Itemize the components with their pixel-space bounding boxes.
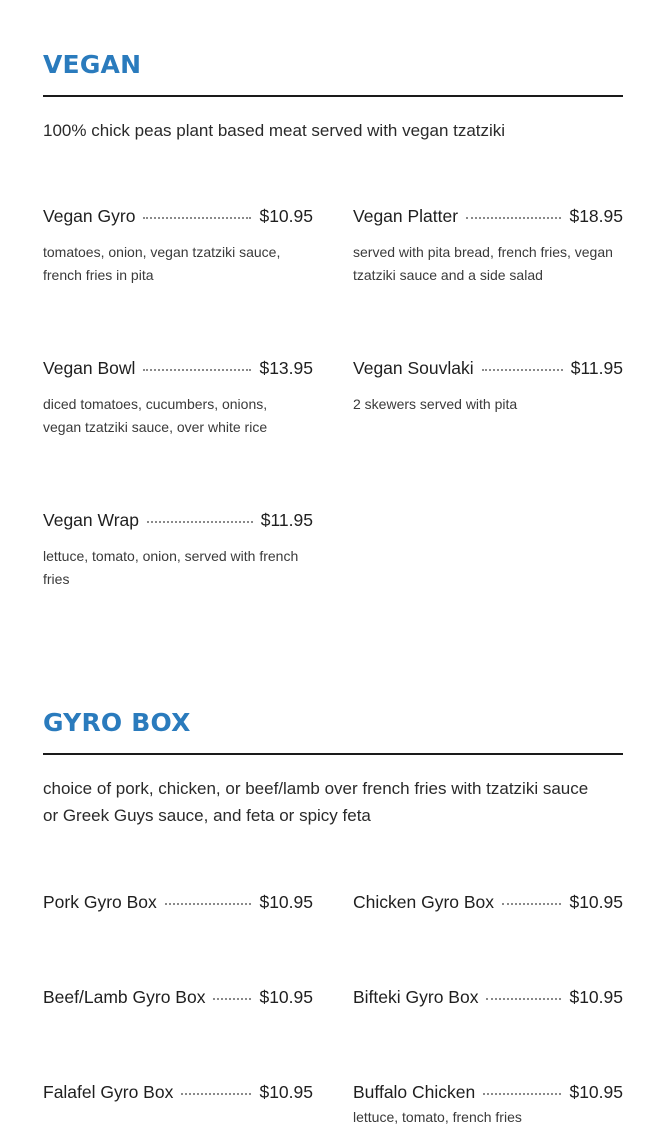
- menu-item-description: tomatoes, onion, vegan tzatziki sauce, french fries in pita: [43, 244, 281, 283]
- dot-leader: [181, 1093, 251, 1095]
- menu-item-row: [353, 985, 623, 1009]
- menu-item-description: diced tomatoes, cucumbers, onions, vegan tzatziki sauce, over white rice: [43, 396, 268, 435]
- menu-item-price: $10.95: [259, 1082, 313, 1102]
- menu-item-price: $10.95: [569, 1082, 623, 1102]
- menu-item: [43, 1080, 313, 1104]
- menu-item-name: Vegan Gyro: [43, 206, 136, 226]
- section-description: choice of pork, chicken, or beef/lamb over french fries with tzatziki sauce or Greek Guys sauce, and feta or spicy feta: [43, 779, 589, 825]
- menu-item: [43, 508, 313, 591]
- menu-item-row: [353, 204, 623, 228]
- dot-leader: [486, 998, 561, 1000]
- menu-item-price: $10.95: [259, 987, 313, 1007]
- menu-item-price: $10.95: [569, 987, 623, 1007]
- menu-item: [43, 985, 313, 1009]
- dot-leader: [466, 217, 561, 219]
- menu-item-row: [353, 1080, 623, 1104]
- section-description: 100% chick peas plant based meat served with vegan tzatziki: [43, 121, 506, 140]
- menu-item: [43, 204, 313, 287]
- menu-item-row: [353, 356, 623, 380]
- menu-item-price: $10.95: [259, 206, 313, 226]
- menu-item: [353, 985, 623, 1009]
- menu-item-name: Chicken Gyro Box: [353, 892, 495, 912]
- menu-item-price: $11.95: [260, 510, 313, 530]
- menu-item-name: Pork Gyro Box: [43, 892, 157, 912]
- section-title: VEGAN: [43, 50, 142, 79]
- menu-item: [43, 356, 313, 439]
- dot-leader: [213, 998, 251, 1000]
- dot-leader: [143, 369, 251, 371]
- menu-item-row: [43, 890, 313, 914]
- dot-leader: [483, 1093, 561, 1095]
- menu-item-price: $13.95: [259, 358, 313, 378]
- menu-item-row: [43, 508, 313, 532]
- dot-leader: [147, 521, 253, 523]
- menu-item-name: Falafel Gyro Box: [43, 1082, 174, 1102]
- section-divider: [43, 753, 623, 755]
- menu-item-row: [43, 204, 313, 228]
- menu-item-name: Vegan Platter: [353, 206, 459, 226]
- dot-leader: [482, 369, 563, 371]
- menu-item-name: Beef/Lamb Gyro Box: [43, 987, 206, 1007]
- menu-item-price: $18.95: [569, 206, 623, 226]
- menu-item: [43, 890, 313, 914]
- menu-item-name: Buffalo Chicken: [353, 1082, 476, 1102]
- dot-leader: [165, 903, 252, 905]
- menu-item-name: Bifteki Gyro Box: [353, 987, 479, 1007]
- menu-item-row: [353, 890, 623, 914]
- section-gyro-box: [43, 708, 623, 829]
- menu-item-description: lettuce, tomato, onion, served with french fries: [43, 548, 299, 587]
- menu-item: [353, 356, 623, 416]
- menu-item-description: 2 skewers served with pita: [353, 396, 518, 412]
- menu-item-price: $10.95: [259, 892, 313, 912]
- menu-item-row: [43, 1080, 313, 1104]
- menu-item: [353, 204, 623, 287]
- menu-item-name: Vegan Bowl: [43, 358, 136, 378]
- menu-item-name: Vegan Wrap: [43, 510, 139, 530]
- dot-leader: [143, 217, 251, 219]
- menu-item: [353, 890, 623, 914]
- dot-leader: [502, 903, 561, 905]
- menu-item-row: [43, 356, 313, 380]
- section-vegan: [43, 50, 623, 144]
- menu-item-row: [43, 985, 313, 1009]
- menu-item-description: served with pita bread, french fries, vegan tzatziki sauce and a side salad: [353, 244, 613, 283]
- menu-item: [353, 1080, 623, 1129]
- menu-item-price: $10.95: [569, 892, 623, 912]
- section-divider: [43, 95, 623, 97]
- menu-item-description: lettuce, tomato, french fries: [353, 1109, 522, 1125]
- menu-item-price: $11.95: [570, 358, 623, 378]
- section-title: GYRO BOX: [43, 708, 191, 737]
- menu-item-name: Vegan Souvlaki: [353, 358, 474, 378]
